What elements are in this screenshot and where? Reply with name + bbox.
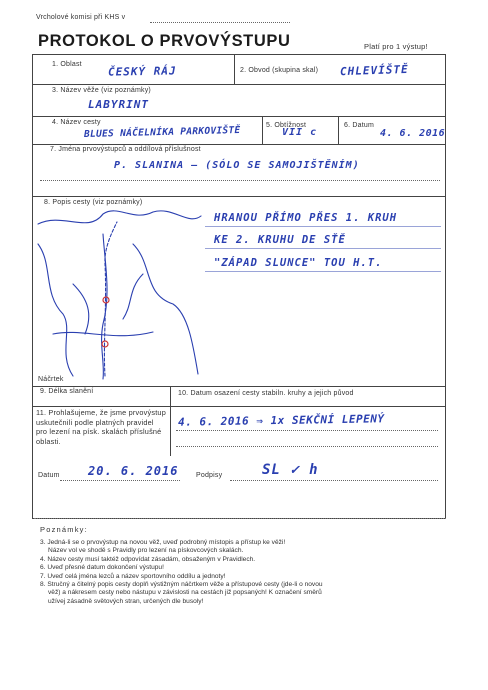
field-10-value: 4. 6. 2016 ⇒ 1x SEKČNÍ LEPENÝ [177, 412, 385, 429]
field-4-label: 4. Název cesty [52, 119, 101, 126]
field-2-label: 2. Obvod (skupina skal) [240, 67, 319, 74]
committee-text: Vrcholové komisi při KHS v [36, 14, 126, 21]
note-item: užívej zásadně světových stran, určených dle busoly! [48, 597, 204, 605]
notes-list [40, 539, 440, 606]
note-item: věž) a nákresem cesty nebo nástupu v závislosti na cestách již popsaných! K označení směrů [48, 589, 322, 597]
field-2-value: CHLEVÍŠTĚ [339, 62, 409, 79]
desc-rule-3 [205, 271, 441, 272]
field-8-label: 8. Popis cesty (viz poznámky) [44, 199, 143, 206]
row1-bottom [32, 84, 446, 85]
row4-bottom [32, 144, 446, 145]
row4-divider-b [338, 116, 339, 144]
field-6-label: 6. Datum [344, 122, 374, 129]
date-value: 20. 6. 2016 [88, 464, 179, 478]
sketch-rock-outline [38, 211, 201, 224]
field-11-declaration: 11. Prohlašujeme, že jsme prvovýstup uskutečnili podle platných pravidel pro lezení na písk. skalách příslušné oblasti. [36, 408, 166, 446]
sketch-crack-1 [73, 284, 89, 334]
sketch-wall-right [133, 244, 198, 374]
notes-separator [34, 518, 446, 520]
field-7-label: 7. Jména prvovýstupců a oddílová příslušnost [50, 146, 201, 153]
field-3-label: 3. Název věže (viz poznámky) [52, 87, 151, 94]
signature-value: SL ✓ h [262, 462, 319, 478]
signature-label: Podpisy [196, 472, 223, 479]
field-10-dotline-2 [176, 446, 438, 447]
route-desc-line-1: HRANOU PŘÍMO PŘES 1. KRUH [214, 212, 398, 224]
field-6-value: 4. 6. 2016 [380, 128, 446, 139]
row3-bottom [32, 116, 446, 117]
field-4-value: BLUES NÁČELNÍKA PARKOVIŠTĚ [83, 124, 241, 141]
field-7-value: P. SLANINA – (SÓLO SE SAMOJIŠTĚNÍM) [114, 160, 360, 171]
note-item: 8. Stručný a čitelný popis cesty doplň výstižným náčrtkem věže a přístupové cesty (jde-li o novou [40, 581, 323, 589]
note-item: Název vol ve shodě s Pravidly pro lezení na pískovcových skalách. [48, 547, 244, 555]
sketch-arete [102, 234, 107, 379]
field-10-dotline-1 [176, 430, 438, 431]
page-title: PROTOKOL O PRVOVÝSTUPU [38, 32, 291, 50]
row9-bottom [32, 406, 446, 407]
desc-rule-1 [205, 226, 441, 227]
field-5-value: VII c [282, 127, 318, 138]
frame-right [445, 54, 446, 519]
field-1-label: 1. Oblast [52, 61, 82, 68]
route-sketch [33, 204, 203, 384]
sketch-wall-left [38, 244, 73, 376]
notes-heading: Poznámky: [40, 525, 88, 534]
field-5-label: 5. Obtížnost [266, 122, 307, 129]
field-3-value: LABYRINT [88, 98, 149, 111]
sketch-crack-2 [123, 274, 143, 319]
date-dotline [60, 480, 180, 481]
row11-divider [170, 406, 171, 456]
route-desc-line-3: "ZÁPAD SLUNCE" TOU H.T. [214, 257, 383, 269]
row8-bottom [32, 386, 446, 387]
frame-top [32, 54, 446, 55]
sketch-label: Náčrtek [38, 376, 64, 383]
note-item: 3. Jedná-li se o prvovýstup na novou věž, uveď podrobný místopis a přístup ke věži! [40, 539, 286, 546]
field-1-value: ČESKÝ RÁJ [107, 64, 177, 79]
field-7-dotline [40, 180, 440, 181]
date-label: Datum [38, 472, 60, 479]
row1-divider [234, 54, 235, 84]
signature-dotline [230, 480, 438, 481]
note-item: 4. Název cesty musí taktéž odpovídat zásadám, obsaženým v Pravidlech. [40, 555, 256, 563]
note-item: 6. Uveď přesné datum dokončení výstupu! [40, 564, 164, 572]
row4-divider-a [262, 116, 263, 144]
committee-dotline [150, 22, 290, 23]
sketch-ledge [53, 332, 153, 336]
valid-note: Platí pro 1 výstup! [364, 42, 428, 51]
row9-divider [170, 386, 171, 406]
row7-bottom [32, 196, 446, 197]
route-desc-line-2: KE 2. KRUHU DE SŤĚ [214, 234, 346, 246]
field-9-label: 9. Délka slanění [40, 388, 94, 395]
field-10-label: 10. Datum osazení cesty stabiln. kruhy a jejich původ [178, 390, 354, 397]
note-item: 7. Uveď celá jména lezců a název sportovního oddílu a jednoty! [40, 572, 226, 580]
desc-rule-2 [205, 248, 441, 249]
